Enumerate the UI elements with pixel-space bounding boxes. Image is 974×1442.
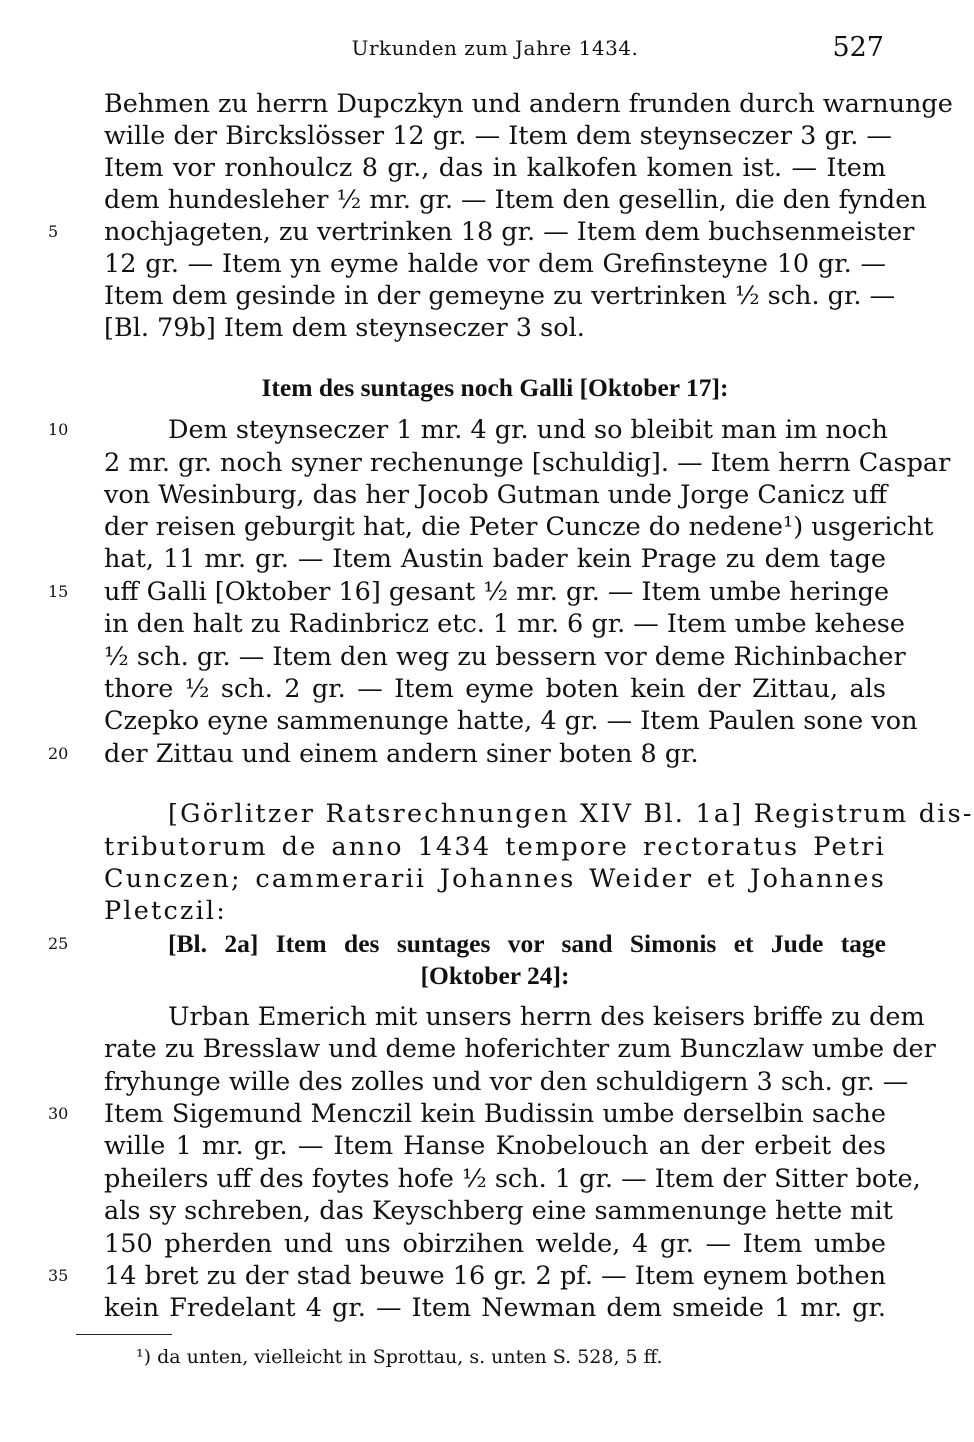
footnote: ¹) da unten, vielleicht in Sprottau, s. unten S. 528, 5 ff. <box>136 1346 663 1368</box>
text-line: Czepko eyne sammenunge hatte, 4 gr. — Item Paulen sone von <box>104 706 918 736</box>
section-heading: Item des suntages noch Galli [Oktober 17]: <box>261 373 729 402</box>
text-line: 12 gr. — Item yn eyme halde vor dem Grefinsteyne 10 gr. — <box>104 249 886 279</box>
line-number: 25 <box>48 934 69 953</box>
text-line: als sy schreben, das Keyschberg eine sammenunge hette mit <box>104 1196 893 1226</box>
text-line: kein Fredelant 4 gr. — Item Newman dem smeide 1 mr. gr. <box>104 1293 886 1323</box>
line-number: 10 <box>48 420 69 439</box>
text-line: uff Galli [Oktober 16] gesant ½ mr. gr. — Item umbe heringe <box>104 577 890 607</box>
line-number: 15 <box>48 582 69 601</box>
text-line: pheilers uff des foytes hofe ½ sch. 1 gr. — Item der Sitter bote, <box>104 1164 921 1194</box>
text-line: der Zittau und einem andern siner boten 8 gr. <box>104 739 699 769</box>
footnote-divider <box>76 1334 172 1335</box>
text-line: tributorum de anno 1434 tempore rectoratus Petri <box>104 832 886 862</box>
page-number: 527 <box>832 32 884 63</box>
text-line: Pletczil: <box>104 896 228 926</box>
text-line: Item Sigemund Menczil kein Budissin umbe derselbin sache <box>104 1099 886 1129</box>
text-line: Behmen zu herrn Dupczkyn und andern frunden durch warnunge <box>104 89 953 119</box>
text-line: wille 1 mr. gr. — Item Hanse Knobelouch an der erbeit des <box>104 1131 886 1161</box>
running-head-title: Urkunden zum Jahre 1434. <box>351 36 639 60</box>
text-line: der reisen geburgit hat, die Peter Cuncze do nedene¹) usgericht <box>104 512 934 542</box>
line-number: 30 <box>48 1104 69 1123</box>
text-line: [Görlitzer Ratsrechnungen XIV Bl. 1a] Registrum dis- <box>168 799 974 829</box>
line-number: 35 <box>48 1266 69 1285</box>
text-line: Item dem gesinde in der gemeyne zu vertrinken ½ sch. gr. — <box>104 281 896 311</box>
text-line: 150 pherden und uns obirzihen welde, 4 gr. — Item umbe <box>104 1229 886 1259</box>
text-line: Dem steynseczer 1 mr. 4 gr. und so bleibit man im noch <box>168 415 888 445</box>
text-line: nochjageten, zu vertrinken 18 gr. — Item dem buchsenmeister <box>104 217 915 247</box>
line-number: 5 <box>48 222 59 241</box>
text-line: wille der Birckslösser 12 gr. — Item dem steynseczer 3 gr. — <box>104 121 892 151</box>
line-number: 20 <box>48 744 69 763</box>
text-line: thore ½ sch. 2 gr. — Item eyme boten kein der Zittau, als <box>104 674 886 704</box>
text-line: in den halt zu Radinbricz etc. 1 mr. 6 gr. — Item umbe kehese <box>104 609 905 639</box>
text-line: dem hundesleher ½ mr. gr. — Item den gesellin, die den fynden <box>104 185 927 215</box>
section-heading-date: [Oktober 24]: <box>420 961 570 990</box>
text-line: Item vor ronhoulcz 8 gr., das in kalkofen komen ist. — Item <box>104 153 886 183</box>
text-line: [Bl. 79b] Item dem steynseczer 3 sol. <box>104 313 585 343</box>
text-line: ½ sch. gr. — Item den weg zu bessern vor deme Richinbacher <box>104 642 906 672</box>
text-line: von Wesinburg, das her Jocob Gutman unde Jorge Canicz uff <box>104 480 888 510</box>
running-head <box>104 30 886 70</box>
text-line: hat, 11 mr. gr. — Item Austin bader kein Prage zu dem tage <box>104 544 886 574</box>
text-line: fryhunge wille des zolles und vor den schuldigern 3 sch. gr. — <box>104 1067 909 1097</box>
text-line: Urban Emerich mit unsers herrn des keisers briffe zu dem <box>168 1002 925 1032</box>
section-heading: [Bl. 2a] Item des suntages vor sand Simonis et Jude tage <box>168 929 886 958</box>
text-line: rate zu Bresslaw und deme hoferichter zum Bunczlaw umbe der <box>104 1034 936 1064</box>
text-line: 2 mr. gr. noch syner rechenunge [schuldig]. — Item herrn Caspar <box>104 448 951 478</box>
text-line: Cunczen; cammerarii Johannes Weider et Johannes <box>104 864 886 894</box>
text-line: 14 bret zu der stad beuwe 16 gr. 2 pf. — Item eynem bothen <box>104 1261 886 1291</box>
